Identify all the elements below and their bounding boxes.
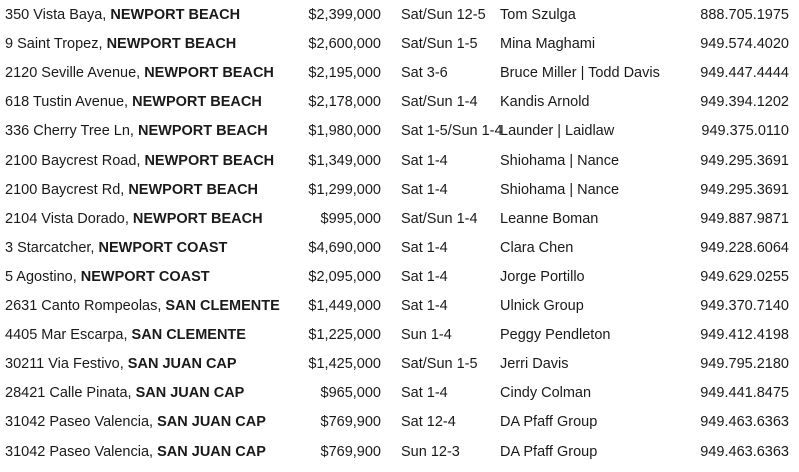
open-house-time: Sat 1-4 bbox=[401, 385, 448, 402]
agent-name: Ulnick Group bbox=[500, 298, 584, 314]
agent-phone: 949.463.6363 bbox=[700, 414, 789, 431]
agent-phone: 949.295.3691 bbox=[700, 181, 789, 198]
agent-phone: 949.394.1202 bbox=[700, 94, 789, 111]
agent-phone: 949.795.2180 bbox=[700, 356, 789, 373]
agent-phone: 949.441.8475 bbox=[700, 385, 789, 402]
listing-address bbox=[5, 438, 266, 467]
listing-row bbox=[0, 350, 799, 379]
agent-name: Leanne Boman bbox=[500, 210, 599, 227]
street-address: 336 Cherry Tree Ln, bbox=[5, 123, 138, 140]
city-name: NEWPORT BEACH bbox=[132, 94, 262, 111]
open-house-time: Sat 1-4 bbox=[401, 239, 448, 256]
open-house-time: Sat 12-4 bbox=[401, 414, 456, 431]
agent-name: DA Pfaff Group bbox=[500, 414, 598, 431]
city-name: NEWPORT BEACH bbox=[138, 123, 268, 140]
listing-price: $769,900 bbox=[320, 414, 381, 431]
city-name: NEWPORT COAST bbox=[98, 239, 228, 256]
open-house-time: Sat/Sun 1-4 bbox=[401, 210, 478, 227]
listing-address bbox=[5, 147, 274, 176]
agent-phone: 949.574.4020 bbox=[700, 36, 789, 53]
agent-name: Tom Szulga bbox=[500, 7, 576, 23]
city-name: NEWPORT BEACH bbox=[144, 65, 274, 82]
open-house-time: Sat/Sun 1-4 bbox=[401, 94, 478, 111]
agent-phone: 949.887.9871 bbox=[700, 210, 789, 227]
agent-phone: 949.412.4198 bbox=[700, 327, 789, 344]
open-house-time: Sun 12-3 bbox=[401, 443, 460, 460]
agent-name: Kandis Arnold bbox=[500, 94, 590, 111]
city-name: NEWPORT BEACH bbox=[106, 36, 237, 53]
listing-price: $2,600,000 bbox=[308, 36, 381, 53]
agent-name: Shiohama | Nance bbox=[500, 152, 620, 169]
listing-row bbox=[0, 438, 799, 467]
listing-address bbox=[5, 379, 244, 408]
open-house-time: Sat/Sun 12-5 bbox=[401, 7, 486, 23]
city-name: SAN JUAN CAP bbox=[157, 414, 266, 431]
street-address: 618 Tustin Avenue, bbox=[5, 94, 133, 111]
listing-address bbox=[5, 234, 227, 263]
street-address: 2104 Vista Dorado, bbox=[5, 210, 133, 227]
listing-row bbox=[0, 30, 799, 59]
listing-row bbox=[0, 321, 799, 350]
agent-name: Cindy Colman bbox=[500, 385, 592, 402]
listing-row bbox=[0, 263, 799, 292]
listing-price: $2,399,000 bbox=[308, 7, 381, 23]
agent-name: Shiohama | Nance bbox=[500, 181, 620, 198]
agent-phone: 949.375.0110 bbox=[701, 123, 789, 140]
city-name: NEWPORT BEACH bbox=[132, 210, 263, 227]
agent-name: Jorge Portillo bbox=[500, 268, 585, 285]
agent-phone: 949.370.7140 bbox=[700, 298, 789, 314]
listing-row bbox=[0, 176, 799, 205]
street-address: 28421 Calle Pinata, bbox=[5, 385, 136, 402]
street-address: 2631 Canto Rompeolas, bbox=[5, 298, 166, 314]
listing-price: $1,349,000 bbox=[308, 152, 381, 169]
street-address: 31042 Paseo Valencia, bbox=[5, 443, 158, 460]
open-house-time: Sat 1-4 bbox=[401, 152, 448, 169]
city-name: NEWPORT BEACH bbox=[110, 7, 241, 23]
street-address: 3 Starcatcher, bbox=[5, 239, 99, 256]
city-name: SAN JUAN CAP bbox=[135, 385, 245, 402]
listing-row bbox=[0, 205, 799, 234]
open-house-time: Sat 1-4 bbox=[401, 268, 448, 285]
agent-phone: 949.629.0255 bbox=[700, 268, 789, 285]
agent-phone: 949.463.6363 bbox=[700, 443, 789, 460]
agent-name: Peggy Pendleton bbox=[500, 327, 611, 344]
listing-row bbox=[0, 379, 799, 408]
agent-phone: 888.705.1975 bbox=[700, 7, 789, 23]
listing-address bbox=[5, 408, 266, 437]
listing-address bbox=[5, 292, 280, 321]
agent-name: Mina Maghami bbox=[500, 36, 596, 53]
street-address: 350 Vista Baya, bbox=[5, 7, 111, 23]
listing-row bbox=[0, 59, 799, 88]
listing-row bbox=[0, 88, 799, 117]
listing-address bbox=[5, 30, 236, 59]
agent-name: Bruce Miller | Todd Davis bbox=[500, 65, 660, 82]
street-address: 31042 Paseo Valencia, bbox=[5, 414, 158, 431]
listing-price: $2,095,000 bbox=[308, 268, 381, 285]
listing-price: $1,980,000 bbox=[308, 123, 381, 140]
city-name: NEWPORT BEACH bbox=[128, 181, 259, 198]
listing-price: $769,900 bbox=[320, 443, 381, 460]
listing-price: $1,449,000 bbox=[308, 298, 381, 314]
listing-price: $1,299,000 bbox=[308, 181, 381, 198]
street-address: 30211 Via Festivo, bbox=[5, 356, 128, 373]
listing-address bbox=[5, 350, 237, 379]
open-house-time: Sat/Sun 1-5 bbox=[401, 36, 478, 53]
street-address: 2120 Seville Avenue, bbox=[5, 65, 145, 82]
agent-phone: 949.447.4444 bbox=[700, 65, 789, 82]
listing-price: $1,425,000 bbox=[308, 356, 381, 373]
listing-address bbox=[5, 176, 258, 205]
street-address: 4405 Mar Escarpa, bbox=[5, 327, 132, 344]
agent-phone: 949.228.6064 bbox=[700, 239, 789, 256]
listing-row bbox=[0, 147, 799, 176]
city-name: NEWPORT COAST bbox=[80, 268, 210, 285]
open-house-time: Sun 1-4 bbox=[401, 327, 452, 344]
listing-price: $2,178,000 bbox=[308, 94, 381, 111]
listing-address bbox=[5, 88, 262, 117]
listing-price: $4,690,000 bbox=[308, 239, 381, 256]
listing-price: $1,225,000 bbox=[308, 327, 381, 344]
agent-name: Clara Chen bbox=[500, 239, 574, 256]
listing-price: $995,000 bbox=[320, 210, 381, 227]
open-house-time: Sat 1-5/Sun 1-4 bbox=[401, 123, 503, 140]
agent-name: Jerri Davis bbox=[500, 356, 569, 373]
listing-address bbox=[5, 205, 263, 234]
listing-price: $2,195,000 bbox=[308, 65, 381, 82]
listing-row bbox=[0, 234, 799, 263]
listing-address bbox=[5, 263, 210, 292]
listing-address bbox=[5, 59, 274, 88]
open-house-time: Sat 1-4 bbox=[401, 298, 448, 314]
listing-address bbox=[5, 117, 268, 146]
open-house-time: Sat 3-6 bbox=[401, 65, 448, 82]
agent-phone: 949.295.3691 bbox=[700, 152, 789, 169]
street-address: 2100 Baycrest Rd, bbox=[5, 181, 129, 198]
city-name: SAN CLEMENTE bbox=[131, 327, 246, 344]
listing-row bbox=[0, 292, 799, 321]
agent-name: DA Pfaff Group bbox=[500, 443, 598, 460]
city-name: SAN CLEMENTE bbox=[165, 298, 280, 314]
listing-price: $965,000 bbox=[320, 385, 381, 402]
street-address: 2100 Baycrest Road, bbox=[5, 152, 145, 169]
street-address: 5 Agostino, bbox=[5, 268, 81, 285]
city-name: SAN JUAN CAP bbox=[127, 356, 237, 373]
open-house-time: Sat 1-4 bbox=[401, 181, 448, 198]
listing-address bbox=[5, 321, 246, 350]
street-address: 9 Saint Tropez, bbox=[5, 36, 107, 53]
city-name: SAN JUAN CAP bbox=[157, 443, 266, 460]
listing-row bbox=[0, 408, 799, 437]
city-name: NEWPORT BEACH bbox=[144, 152, 275, 169]
open-house-time: Sat/Sun 1-5 bbox=[401, 356, 478, 373]
listing-address bbox=[5, 1, 240, 30]
listing-row bbox=[0, 117, 799, 146]
listing-row bbox=[0, 1, 799, 30]
agent-name: Launder | Laidlaw bbox=[500, 123, 615, 140]
